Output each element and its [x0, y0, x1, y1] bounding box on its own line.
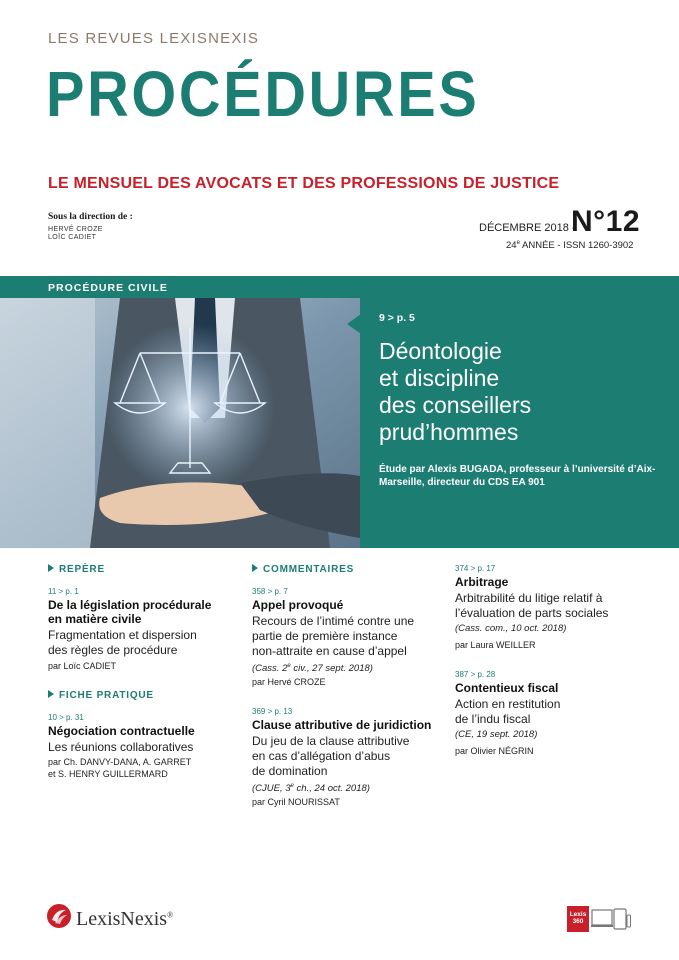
article-title: Négociation contractuelle — [48, 724, 195, 738]
article-summary: Arbitrabilité du litige relatif à — [455, 591, 603, 605]
direction-label: Sous la direction de : — [48, 212, 133, 222]
director-name: HERVÉ CROZE — [48, 226, 103, 233]
publisher-name: LES REVUES LEXISNEXIS — [48, 30, 260, 47]
article-title: Appel provoqué — [252, 598, 344, 612]
article-author: par Hervé CROZE — [252, 677, 326, 687]
article-author: et S. HENRY GUILLERMARD — [48, 769, 168, 779]
case-citation: (Cass. 2e civ., 27 sept. 2018) — [252, 663, 373, 675]
lexisnexis-logo-text: LexisNexis® — [76, 908, 174, 930]
panel-pointer — [347, 314, 361, 334]
article-summary: Les réunions collaboratives — [48, 740, 194, 754]
issue-date: DÉCEMBRE 2018 - — [479, 222, 576, 234]
article-author: par Ch. DANVY-DANA, A. GARRET — [48, 757, 192, 767]
magazine-subtitle: LE MENSUEL DES AVOCATS ET DES PROFESSIONS DE JUSTICE — [48, 175, 560, 192]
article-reference: 369 > p. 13 — [252, 707, 293, 716]
lexisnexis-logo-icon — [46, 903, 72, 934]
lexis360-badge-text: Lexis 360 — [569, 911, 587, 925]
issue-year-issn: 24e ANNÉE - ISSN 1260-3902 — [506, 240, 634, 252]
article-summary: en cas d’allégation d’abus — [252, 749, 391, 763]
article-summary: Recours de l’intimé contre une — [252, 614, 415, 628]
director-name: LOÏC CADIET — [48, 234, 97, 241]
article-author: par Laura WEILLER — [455, 640, 536, 650]
scales-of-justice-image — [0, 298, 360, 548]
section-band-label: PROCÉDURE CIVILE — [48, 282, 168, 294]
article-summary: partie de première instance — [252, 629, 398, 643]
article-summary: l’évaluation de parts sociales — [455, 606, 609, 620]
case-citation: (CE, 19 sept. 2018) — [455, 729, 538, 740]
article-summary: de domination — [252, 764, 328, 778]
case-citation: (Cass. com., 10 oct. 2018) — [455, 623, 567, 634]
article-reference: 358 > p. 7 — [252, 587, 288, 596]
triangle-bullet-icon — [252, 564, 258, 572]
article-reference: 387 > p. 28 — [455, 670, 496, 679]
article-title: Contentieux fiscal — [455, 681, 559, 695]
cover-photo — [0, 298, 360, 548]
article-author: par Loïc CADIET — [48, 661, 117, 671]
article-author: par Olivier NÉGRIN — [455, 746, 534, 756]
triangle-bullet-icon — [48, 690, 54, 698]
article-title: en matière civile — [48, 612, 142, 626]
article-summary: Fragmentation et dispersion — [48, 628, 197, 642]
article-summary: Du jeu de la clause attributive — [252, 734, 410, 748]
section-heading-commentaires: COMMENTAIRES — [252, 564, 354, 575]
article-summary: des règles de procédure — [48, 643, 178, 657]
issue-number: N°12 — [571, 205, 641, 238]
triangle-bullet-icon — [48, 564, 54, 572]
article-title: Arbitrage — [455, 575, 509, 589]
magazine-title: PROCÉDURES — [46, 58, 480, 130]
devices-icon — [591, 908, 631, 937]
article-summary: Action en restitution — [455, 697, 561, 711]
article-reference: 10 > p. 31 — [48, 713, 84, 722]
section-heading-fiche: FICHE PRATIQUE — [48, 690, 154, 701]
article-title: Clause attributive de juridiction — [252, 718, 432, 732]
feature-title: Déontologie et discipline des conseillers prud’hommes — [379, 338, 532, 445]
feature-author: Étude par Alexis BUGADA, professeur à l’université d’Aix-Marseille, directeur du CDS EA 901 — [379, 464, 656, 488]
article-reference: 11 > p. 1 — [48, 587, 79, 596]
article-title: De la législation procédurale — [48, 598, 212, 612]
article-reference: 374 > p. 17 — [455, 564, 496, 573]
article-summary: non-attraite en cause d’appel — [252, 644, 407, 658]
section-heading-repere: REPÈRE — [48, 564, 105, 575]
article-author: par Cyril NOURISSAT — [252, 797, 340, 807]
case-citation: (CJUE, 3e ch., 24 oct. 2018) — [252, 783, 370, 795]
feature-reference: 9 > p. 5 — [379, 312, 415, 324]
article-summary: de l’indu fiscal — [455, 712, 531, 726]
